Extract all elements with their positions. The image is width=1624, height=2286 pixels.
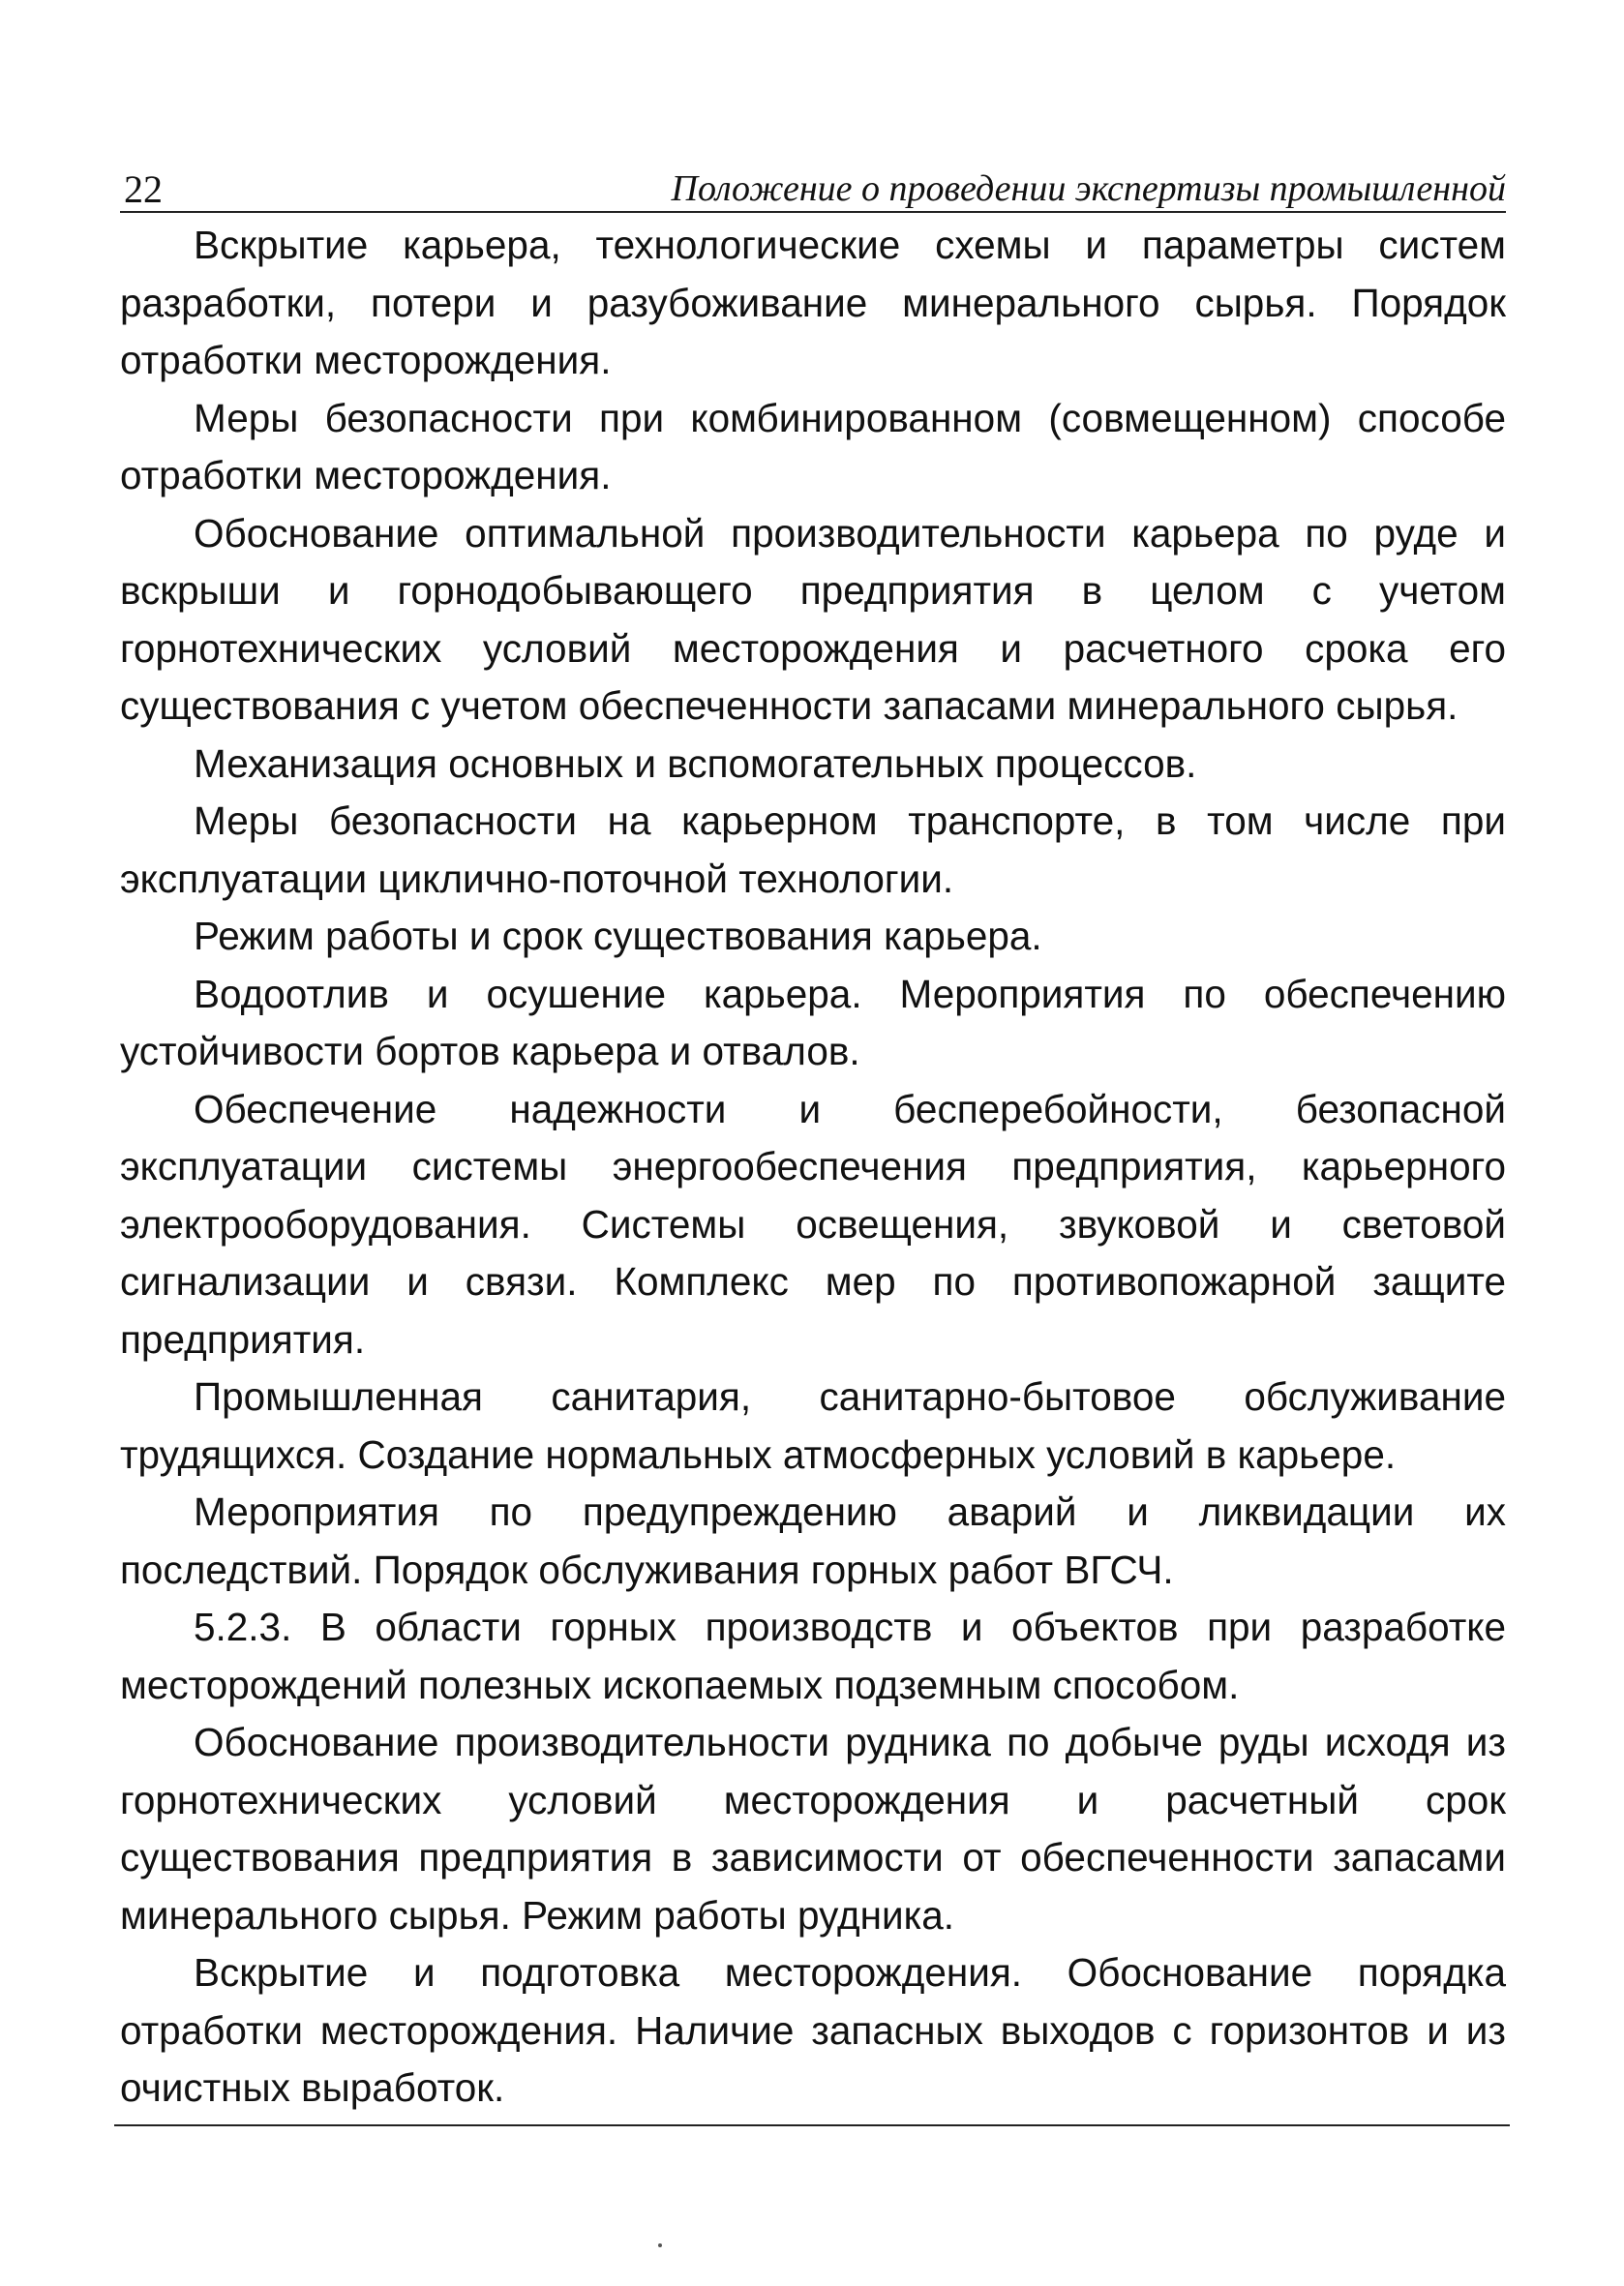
body-text	[120, 217, 1506, 2118]
paragraph: Водоотлив и осушение карьера. Мероприятия по обеспечению устойчивости бортов карьера и отвалов.	[120, 971, 1506, 1073]
bottom-rule	[114, 2124, 1510, 2126]
scan-speck	[658, 2243, 662, 2247]
page-number: 22	[124, 167, 163, 211]
paragraph: Вскрытие и подготовка месторождения. Обоснование порядка отработки месторождения. Наличие запасных выходов с горизонтов и из очистных выработок.	[120, 1950, 1506, 2110]
section-paragraph: 5.2.3. В области горных производств и объектов при разработке месторождений полезных ископаемых подземным способом.	[120, 1605, 1506, 1707]
paragraph: Режим работы и срок существования карьера.	[194, 914, 1042, 958]
paragraph: Механизация основных и вспомогательных процессов.	[194, 740, 1197, 786]
paragraph: Мероприятия по предупреждению аварий и ликвидации их последствий. Порядок обслуживания горных работ ВГСЧ.	[120, 1489, 1506, 1592]
paragraph: Обоснование производительности рудника по добыче руды исходя из горнотехнических условий месторождения и расчетный срок существования предприятия в зависимости от обеспеченности запасами минерального сырья. Режим работы рудника.	[120, 1720, 1506, 1938]
paragraph: Обоснование оптимальной производительности карьера по руде и вскрыши и горнодобывающего предприятия в целом с учетом горнотехнических условий месторождения и расчетного срока его существования с учетом обеспеченности запасами минерального сырья.	[120, 510, 1506, 728]
running-title: Положение о проведении экспертизы промышленной	[671, 168, 1506, 209]
paragraph: Меры безопасности на карьерном транспорте, в том числе при эксплуатации циклично-поточной технологии.	[120, 798, 1506, 901]
page-header	[120, 155, 1506, 213]
paragraph: Обеспечение надежности и бесперебойности, безопасной эксплуатации системы энергообеспечения предприятия, карьерного электрооборудования. Системы освещения, звуковой и световой сигнализации и связи. Комплекс мер по противопожарной защите предприятия.	[120, 1086, 1506, 1362]
paragraph: Вскрытие карьера, технологические схемы и параметры систем разработки, потери и разубоживание минерального сырья. Порядок отработки месторождения.	[120, 223, 1506, 382]
paragraph: Промышленная санитария, санитарно-бытовое обслуживание трудящихся. Создание нормальных атмосферных условий в карьере.	[120, 1374, 1506, 1477]
paragraph: Меры безопасности при комбинированном (совмещенном) способе отработки месторождения.	[120, 395, 1506, 497]
